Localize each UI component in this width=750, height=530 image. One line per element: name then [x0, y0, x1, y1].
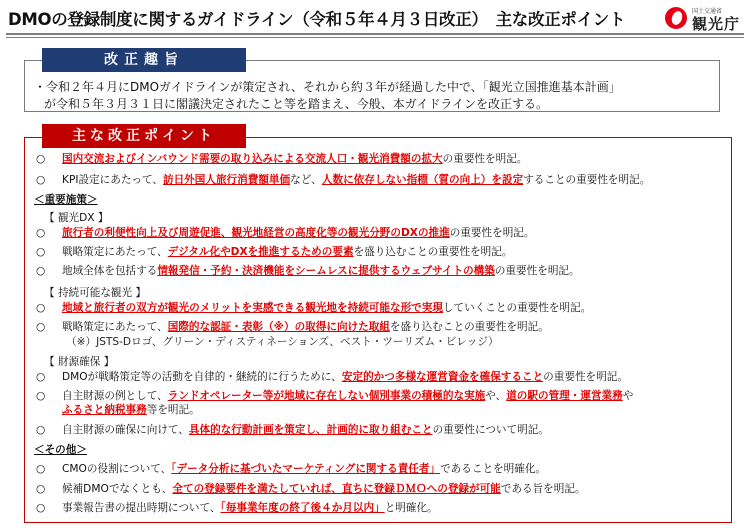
sus-item-1-text: していくことの重要性を明記。	[442, 302, 592, 314]
fin-label: 【 財源確保 】	[44, 356, 115, 368]
bullet: ○	[36, 390, 46, 402]
other-item-3-emphasis: 「毎事業年度の終了後４か月以内」	[220, 502, 385, 514]
point-1-emphasis: 国内交流およびインバウンド需要の取り込みによる交流人口・観光消費額の拡大	[62, 153, 443, 165]
sus-item-1	[36, 301, 591, 315]
point-1-text: の重要性を明記。	[442, 153, 528, 165]
fin-item-3-text-b: の重要性について明記。	[432, 424, 549, 436]
point-1	[36, 152, 527, 166]
bullet: ○	[36, 174, 46, 186]
dx-item-2-text-a: 戦略策定にあたって、	[62, 246, 168, 258]
dx-label: 【 観光DX 】	[44, 212, 109, 224]
fin-item-2-text-d: 等を明記。	[146, 404, 200, 416]
fin-item-2-emphasis-b: 道の駅の管理・運営業務	[506, 390, 623, 402]
sus-item-2-text-a: 戦略策定にあたって、	[62, 321, 168, 333]
point-2	[36, 173, 650, 187]
other-item-2	[36, 482, 586, 496]
point-2-text-c: することの重要性を明記。	[523, 174, 651, 186]
dx-item-3-text-b: の重要性を明記。	[494, 265, 580, 277]
bullet: ○	[36, 265, 46, 277]
other-item-2-emphasis: 全ての登録要件を満たしていれば、直ちに登録ＤＭＯへの登録が可能	[172, 483, 501, 495]
fin-item-1-text-b: の重要性を明記。	[543, 371, 628, 383]
other-item-1-emphasis: 「データ分析に基づいたマーケティングに関する責任者」	[171, 463, 441, 475]
fin-item-3	[36, 423, 549, 437]
bullet: ○	[36, 227, 46, 239]
bullet: ○	[36, 483, 46, 495]
bullet: ○	[36, 502, 46, 514]
purpose-header: 改正趣旨	[42, 48, 246, 72]
dx-item-3-emphasis: 情報発信・予約・決済機能をシームレスに提供するウェブサイトの構築	[157, 265, 495, 277]
other-item-2-text-b: である旨を明記。	[500, 483, 586, 495]
other-item-3-text-b: と明確化。	[384, 502, 438, 514]
section-measures: ＜重要施策＞	[34, 194, 98, 206]
fin-item-3-text-a: 自主財源の確保に向けて、	[62, 424, 189, 436]
sus-item-2-text-b: を盛り込むことの重要性を明記。	[389, 321, 549, 333]
fin-item-1-emphasis: 安定的かつ多様な運営資金を確保すること	[341, 371, 544, 383]
other-item-3-text-a: 事業報告書の提出時期について、	[62, 502, 221, 514]
bullet: ○	[36, 424, 46, 436]
bullet: ○	[36, 321, 46, 333]
page-title: DMOの登録制度に関するガイドライン（令和５年４月３日改正） 主な改正ポイント	[8, 10, 626, 29]
sus-item-2	[36, 320, 549, 334]
logo-agency-text: 観光庁	[692, 15, 741, 33]
fin-item-1-text-a: DMOが戦略策定等の活動を自律的・継続的に行うために、	[62, 371, 342, 383]
title-rule-top	[6, 33, 744, 35]
bullet: ○	[36, 153, 46, 165]
points-header: 主な改正ポイント	[42, 124, 246, 148]
purpose-line-1: ・令和２年４月にDMOガイドラインが策定され、それから約３年が経過した中で、「観光立国推進基本計画」	[34, 80, 621, 94]
sus-note: （※）JSTS-Dロゴ、グリーン・ディスティネーションズ、ベスト・ツーリズム・ビレッジ）	[66, 336, 499, 348]
other-item-2-text-a: 候補DMOでなくとも、	[62, 483, 173, 495]
fin-item-3-emphasis: 具体的な行動計画を策定し、計画的に取り組むこと	[188, 424, 433, 436]
sus-item-2-emphasis: 国際的な認証・表彰（※）の取得に向けた取組	[167, 321, 390, 333]
dx-item-1	[36, 226, 535, 240]
fin-item-2-text-c: や	[622, 390, 634, 402]
other-item-1-text-b: であることを明確化。	[440, 463, 547, 475]
sus-label: 【 持続可能な観光 】	[44, 287, 147, 299]
dx-item-3	[36, 264, 580, 278]
purpose-line-2: が令和５年３月３１日に閣議決定されたこと等を踏まえ、今般、本ガイドラインを改正する。	[44, 97, 549, 111]
bullet: ○	[36, 371, 46, 383]
point-2-text-a: KPI設定にあたって、	[62, 174, 163, 186]
other-item-3	[36, 501, 438, 515]
fin-item-2-emphasis-c: ふるさと納税事務	[62, 404, 147, 416]
section-other: ＜その他＞	[34, 444, 87, 456]
point-2-emphasis-a: 訪日外国人旅行消費額単価	[163, 174, 291, 186]
bullet: ○	[36, 246, 46, 258]
point-2-text-b: など、	[290, 174, 322, 186]
dx-item-2	[36, 245, 512, 259]
mlit-logo-icon	[665, 7, 687, 29]
logo-ministry-text: 国土交通省	[692, 8, 723, 15]
dx-item-1-text: の重要性を明記。	[449, 227, 535, 239]
title-rule-bottom	[6, 37, 744, 38]
other-item-1-text-a: CMOの役割について、	[62, 463, 172, 475]
fin-item-2-text-b: や、	[485, 390, 507, 402]
dx-item-1-emphasis: 旅行者の利便性向上及び周遊促進、観光地経営の高度化等の観光分野のDXの推進	[62, 227, 450, 239]
bullet: ○	[36, 463, 46, 475]
dx-item-2-emphasis: デジタル化やDXを推進するための要素	[167, 246, 354, 258]
dx-item-3-text-a: 地域全体を包括する	[62, 265, 158, 277]
bullet: ○	[36, 302, 46, 314]
fin-item-1	[36, 370, 628, 384]
sus-item-1-emphasis: 地域と旅行者の双方が観光のメリットを実感できる観光地を持続可能な形で実現	[62, 302, 443, 314]
fin-item-2-cont	[62, 403, 200, 417]
dx-item-2-text-b: を盛り込むことの重要性を明記。	[353, 246, 513, 258]
point-2-emphasis-b: 人数に依存しない指標（質の向上）を設定	[321, 174, 524, 186]
fin-item-2-emphasis-a: ランドオペレーター等が地域に存在しない個別事業の積極的な実施	[167, 390, 486, 402]
fin-item-2-text-a: 自主財源の例として、	[62, 390, 168, 402]
other-item-1	[36, 462, 546, 476]
fin-item-2	[36, 389, 633, 403]
